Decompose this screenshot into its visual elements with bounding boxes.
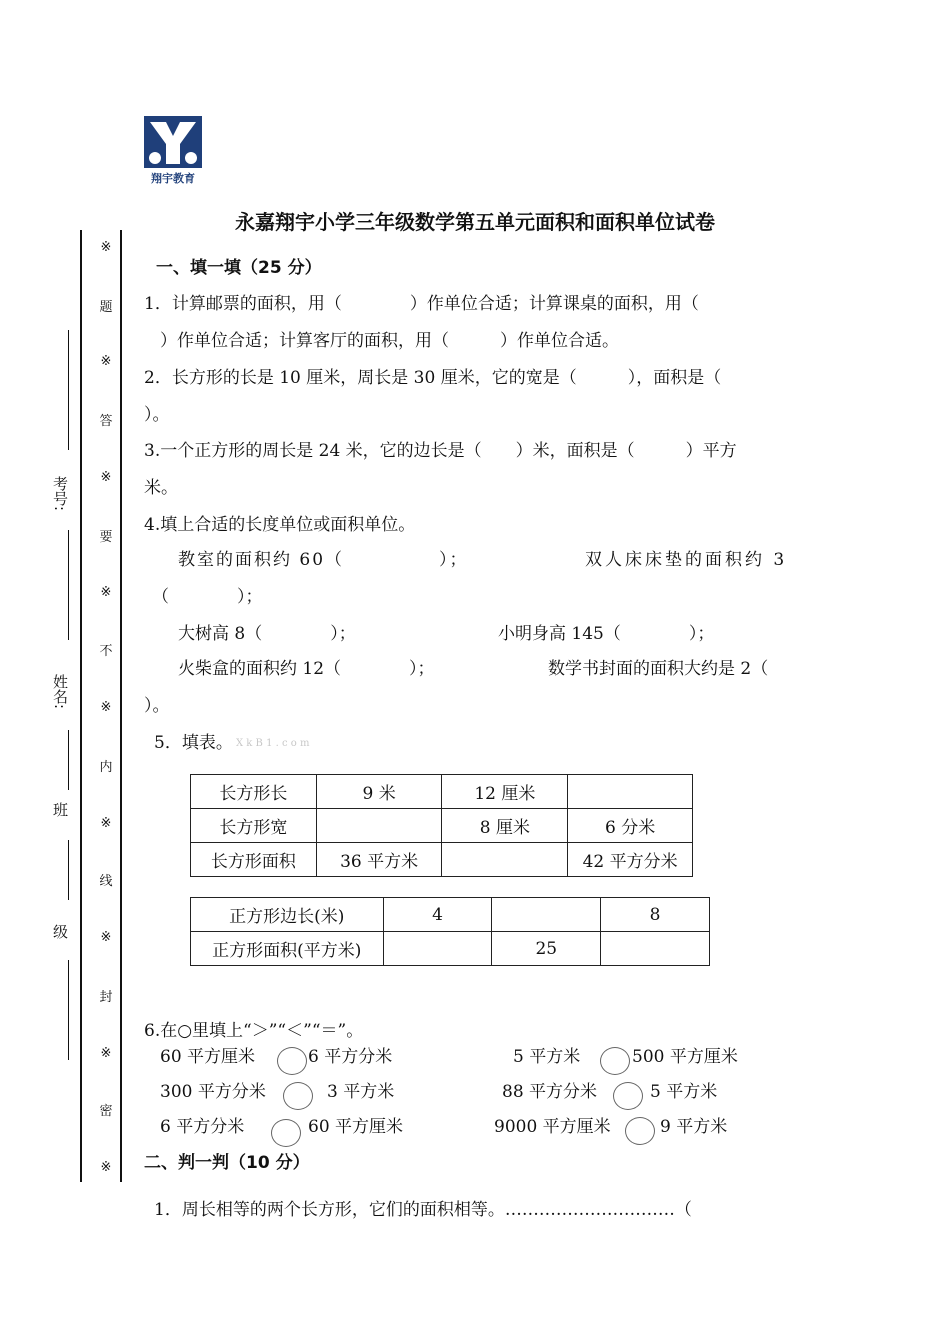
binding-line-left	[80, 230, 82, 1182]
seal-mark: ※	[100, 470, 112, 485]
section1-heading: 一、填一填（25 分）	[156, 258, 322, 278]
logo-brand-text: 翔宇教育	[151, 172, 195, 185]
compare-circle[interactable]	[271, 1119, 301, 1147]
seal-mark: ※	[100, 816, 112, 831]
square-table	[190, 897, 710, 966]
class-label: 班	[51, 802, 69, 817]
q6-heading: 6.在○里填上“＞”“＜”“＝”。	[144, 1021, 364, 1041]
q6-item-left-value: 60 平方厘米	[160, 1047, 256, 1067]
q4-item-height: 小明身高 145（ ）；	[498, 624, 715, 644]
seal-word: 内	[99, 760, 113, 775]
table-cell[interactable]	[492, 898, 601, 932]
exam-number-label: 考号:	[51, 476, 69, 512]
table-row	[191, 809, 693, 843]
compare-circle[interactable]	[277, 1047, 307, 1075]
q2-line2: ）。	[144, 405, 170, 425]
seal-mark: ※	[100, 585, 112, 600]
field-line-1	[68, 330, 69, 450]
seal-word: 密	[99, 1104, 113, 1119]
table-cell: 正方形边长(米)	[191, 898, 384, 932]
seal-mark: ※	[100, 1160, 112, 1175]
q4-item-book: 数学书封面的面积大约是 2（	[548, 659, 769, 679]
q5-heading: 5．填表。	[154, 733, 233, 753]
table-cell: 8 厘米	[442, 809, 568, 843]
seal-word: 不	[99, 644, 113, 659]
seal-mark: ※	[100, 700, 112, 715]
field-line-4	[68, 840, 69, 900]
q6-item-left-value: 88 平方分米	[502, 1082, 598, 1102]
q3-line2: 米。	[144, 478, 178, 498]
table-row	[191, 898, 710, 932]
q6-item-right-value: 500 平方厘米	[632, 1047, 738, 1067]
q6-item-left-value: 5 平方米	[513, 1047, 581, 1067]
q2-line1: 2．长方形的长是 10 厘米，周长是 30 厘米，它的宽是（ ），面积是（	[144, 368, 722, 388]
table-cell: 42 平方分米	[568, 843, 693, 877]
seal-word: 题	[99, 300, 113, 315]
table-cell: 25	[492, 932, 601, 966]
q6-item-right-value: 5 平方米	[650, 1082, 718, 1102]
q4-item-mattress-blank: （ ）；	[152, 587, 263, 607]
q6-item-right-value: 3 平方米	[327, 1082, 395, 1102]
school-logo	[142, 114, 204, 184]
q6-item-left-value: 300 平方分米	[160, 1082, 266, 1102]
watermark: X k B 1 . c o m	[236, 738, 310, 749]
q6-item-left-value: 6 平方分米	[160, 1117, 245, 1137]
table-cell: 9 米	[316, 775, 442, 809]
table-cell[interactable]	[601, 932, 710, 966]
q6-item-right-value: 60 平方厘米	[308, 1117, 404, 1137]
table-cell[interactable]	[383, 932, 492, 966]
table-cell[interactable]	[568, 775, 693, 809]
seal-word: 线	[99, 874, 113, 889]
seal-word: 要	[99, 530, 113, 545]
compare-circle[interactable]	[600, 1047, 630, 1075]
seal-mark: ※	[100, 240, 112, 255]
table-cell: 正方形面积(平方米)	[191, 932, 384, 966]
table-cell: 长方形长	[191, 775, 317, 809]
q3-line1: 3.一个正方形的周长是 24 米，它的边长是（ ）米，面积是（ ）平方	[144, 441, 737, 461]
table-cell: 8	[601, 898, 710, 932]
table-cell: 12 厘米	[442, 775, 568, 809]
q4-heading: 4.填上合适的长度单位或面积单位。	[144, 515, 416, 535]
q1-line2: ）作单位合适；计算客厅的面积，用（ ）作单位合适。	[160, 331, 619, 351]
table-row	[191, 932, 710, 966]
field-line-2	[68, 530, 69, 640]
table-row	[191, 843, 693, 877]
q6-item-left-value: 9000 平方厘米	[494, 1117, 611, 1137]
table-cell: 长方形宽	[191, 809, 317, 843]
field-line-5	[68, 960, 69, 1060]
table-cell: 4	[383, 898, 492, 932]
q6-item-right-value: 9 平方米	[660, 1117, 728, 1137]
compare-circle[interactable]	[625, 1117, 655, 1145]
table-cell: 6 分米	[568, 809, 693, 843]
q4-item-tree: 大树高 8（ ）；	[178, 624, 356, 644]
seal-mark: ※	[100, 354, 112, 369]
compare-circle[interactable]	[283, 1082, 313, 1110]
table-cell[interactable]	[442, 843, 568, 877]
seal-word: 封	[99, 990, 113, 1005]
section2-heading: 二、判一判（10 分）	[144, 1153, 310, 1173]
seal-mark: ※	[100, 930, 112, 945]
seal-word: 答	[99, 414, 113, 429]
q4-item-mattress: 双人床床垫的面积约 3	[585, 550, 788, 570]
q6-item-right-value: 6 平方分米	[308, 1047, 393, 1067]
q4-item-matchbox: 火柴盒的面积约 12（ ）；	[178, 659, 435, 679]
seal-mark: ※	[100, 1046, 112, 1061]
field-line-3	[68, 730, 69, 790]
name-label: 姓名:	[51, 674, 69, 710]
grade-label: 级	[51, 924, 69, 939]
section2-q1: 1．周长相等的两个长方形，它们的面积相等。…………………………（	[154, 1200, 692, 1220]
table-cell: 长方形面积	[191, 843, 317, 877]
table-row	[191, 775, 693, 809]
table-cell: 36 平方米	[316, 843, 442, 877]
table-cell[interactable]	[316, 809, 442, 843]
q4-item-book-blank: ）。	[144, 696, 170, 716]
q4-item-classroom: 教室的面积约 60（ ）；	[178, 550, 469, 570]
q1-line1: 1．计算邮票的面积，用（ ）作单位合适；计算课桌的面积，用（	[144, 294, 699, 314]
rectangle-table	[190, 774, 693, 877]
compare-circle[interactable]	[613, 1082, 643, 1110]
page-title: 永嘉翔宇小学三年级数学第五单元面积和面积单位试卷	[235, 210, 715, 234]
binding-line-right	[120, 230, 122, 1182]
